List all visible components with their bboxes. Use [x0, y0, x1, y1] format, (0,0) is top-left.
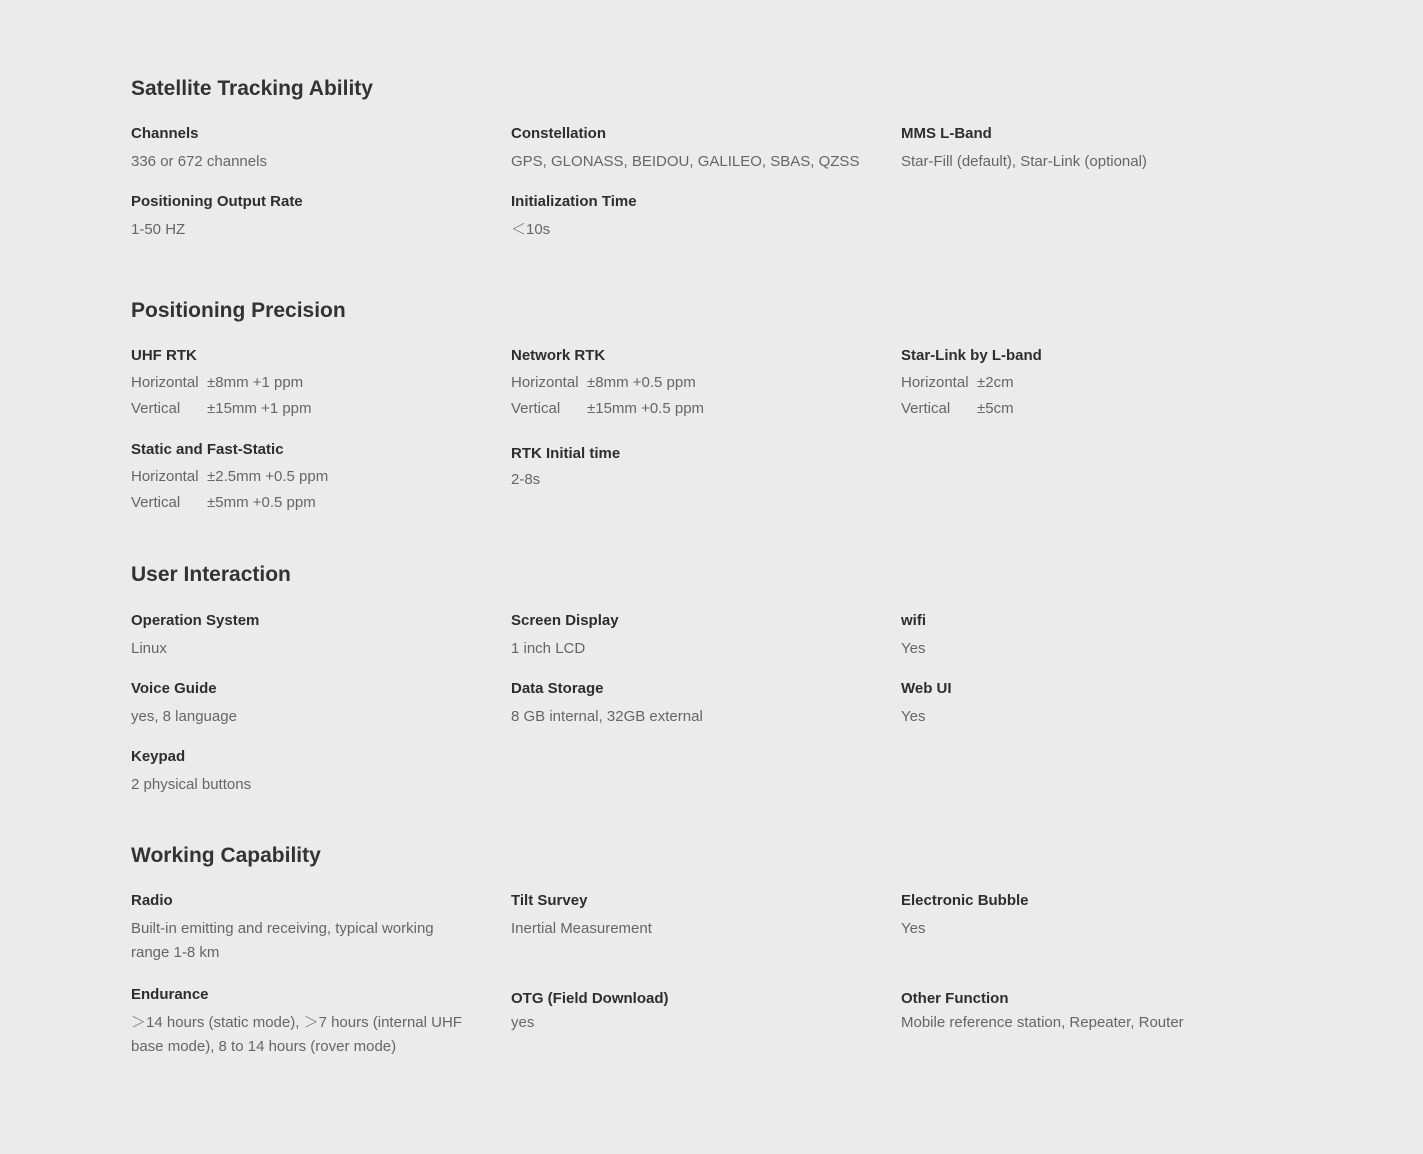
spec-label: MMS L-Band [901, 125, 992, 142]
spec-label: Operation System [131, 612, 260, 629]
spec-label: Screen Display [511, 612, 619, 629]
spec-label: Positioning Output Rate [131, 193, 303, 210]
horizontal-precision: Horizontal ±8mm +0.5 ppm [511, 374, 696, 391]
vertical-precision: Vertical ±15mm +1 ppm [131, 400, 312, 417]
spec-value: 336 or 672 channels [131, 153, 267, 170]
spec-value: Mobile reference station, Repeater, Router [901, 1014, 1184, 1031]
vertical-precision: Vertical ±5cm [901, 400, 1014, 417]
spec-label: Electronic Bubble [901, 892, 1029, 909]
spec-value: Star-Fill (default), Star-Link (optional) [901, 153, 1147, 170]
spec-star-link-l-band [901, 346, 1241, 422]
spec-label: Other Function [901, 990, 1009, 1007]
spec-value: GPS, GLONASS, BEIDOU, GALILEO, SBAS, QZSS [511, 153, 860, 170]
spec-value: ＜10s [511, 221, 551, 238]
spec-mms-l-band [901, 124, 1241, 174]
spec-label: RTK Initial time [511, 445, 621, 462]
spec-value: yes, 8 language [131, 708, 237, 725]
spec-label: Voice Guide [131, 680, 217, 697]
spec-value: Yes [901, 708, 926, 725]
spec-screen-display [511, 611, 851, 661]
spec-web-ui [901, 679, 1241, 729]
spec-value: 1-50 HZ [131, 221, 186, 238]
spec-tilt-survey [511, 891, 851, 941]
spec-value: Yes [901, 640, 926, 657]
spec-label: wifi [901, 612, 926, 629]
horizontal-precision: Horizontal ±2.5mm +0.5 ppm [131, 468, 329, 485]
spec-label: Radio [131, 892, 173, 909]
spec-value: 8 GB internal, 32GB external [511, 708, 703, 725]
horizontal-precision: Horizontal ±2cm [901, 374, 1014, 391]
spec-label: Channels [131, 125, 199, 142]
spec-value: 1 inch LCD [511, 640, 586, 657]
spec-constellation [511, 124, 891, 174]
spec-label: Static and Fast-Static [131, 441, 284, 458]
spec-label: Star-Link by L-band [901, 347, 1042, 364]
spec-network-rtk [511, 346, 851, 422]
spec-operation-system [131, 611, 471, 661]
spec-keypad [131, 747, 471, 797]
spec-value: 2-8s [511, 471, 541, 488]
spec-value: 2 physical buttons [131, 776, 252, 793]
spec-label: OTG (Field Download) [511, 990, 669, 1007]
spec-value: yes [511, 1014, 535, 1031]
spec-channels [131, 124, 471, 174]
spec-data-storage [511, 679, 851, 729]
spec-label: Initialization Time [511, 193, 637, 210]
horizontal-precision: Horizontal ±8mm +1 ppm [131, 374, 304, 391]
spec-initialization-time [511, 192, 851, 242]
spec-label: Tilt Survey [511, 892, 588, 909]
vertical-precision: Vertical ±5mm +0.5 ppm [131, 494, 316, 511]
spec-rtk-initial-time [511, 444, 851, 492]
spec-positioning-output-rate [131, 192, 471, 242]
spec-label: Keypad [131, 748, 186, 765]
spec-value: Yes [901, 920, 926, 937]
section-title-user-interaction: User Interaction [131, 563, 291, 586]
section-title-positioning-precision: Positioning Precision [131, 299, 346, 322]
section-title-satellite-tracking: Satellite Tracking Ability [131, 77, 373, 100]
spec-uhf-rtk [131, 346, 471, 422]
spec-wifi [901, 611, 1241, 661]
spec-label: Constellation [511, 125, 607, 142]
spec-voice-guide [131, 679, 471, 729]
spec-label: UHF RTK [131, 347, 197, 364]
spec-label: Network RTK [511, 347, 606, 364]
spec-value: Linux [131, 640, 167, 657]
spec-endurance [131, 985, 471, 1059]
section-title-working-capability: Working Capability [131, 844, 321, 867]
spec-value: Built-in emitting and receiving, typical working range 1-8 km [131, 920, 434, 961]
spec-value: ＞14 hours (static mode), ＞7 hours (internal UHF base mode), 8 to 14 hours (rover mode) [131, 1014, 462, 1055]
spec-static-fast-static [131, 440, 471, 516]
spec-label: Web UI [901, 680, 952, 697]
spec-other-function [901, 989, 1301, 1035]
vertical-precision: Vertical ±15mm +0.5 ppm [511, 400, 705, 417]
spec-radio [131, 891, 471, 965]
spec-electronic-bubble [901, 891, 1241, 941]
spec-label: Data Storage [511, 680, 604, 697]
spec-otg-field-download [511, 989, 851, 1035]
spec-value: Inertial Measurement [511, 920, 652, 937]
spec-label: Endurance [131, 986, 209, 1003]
